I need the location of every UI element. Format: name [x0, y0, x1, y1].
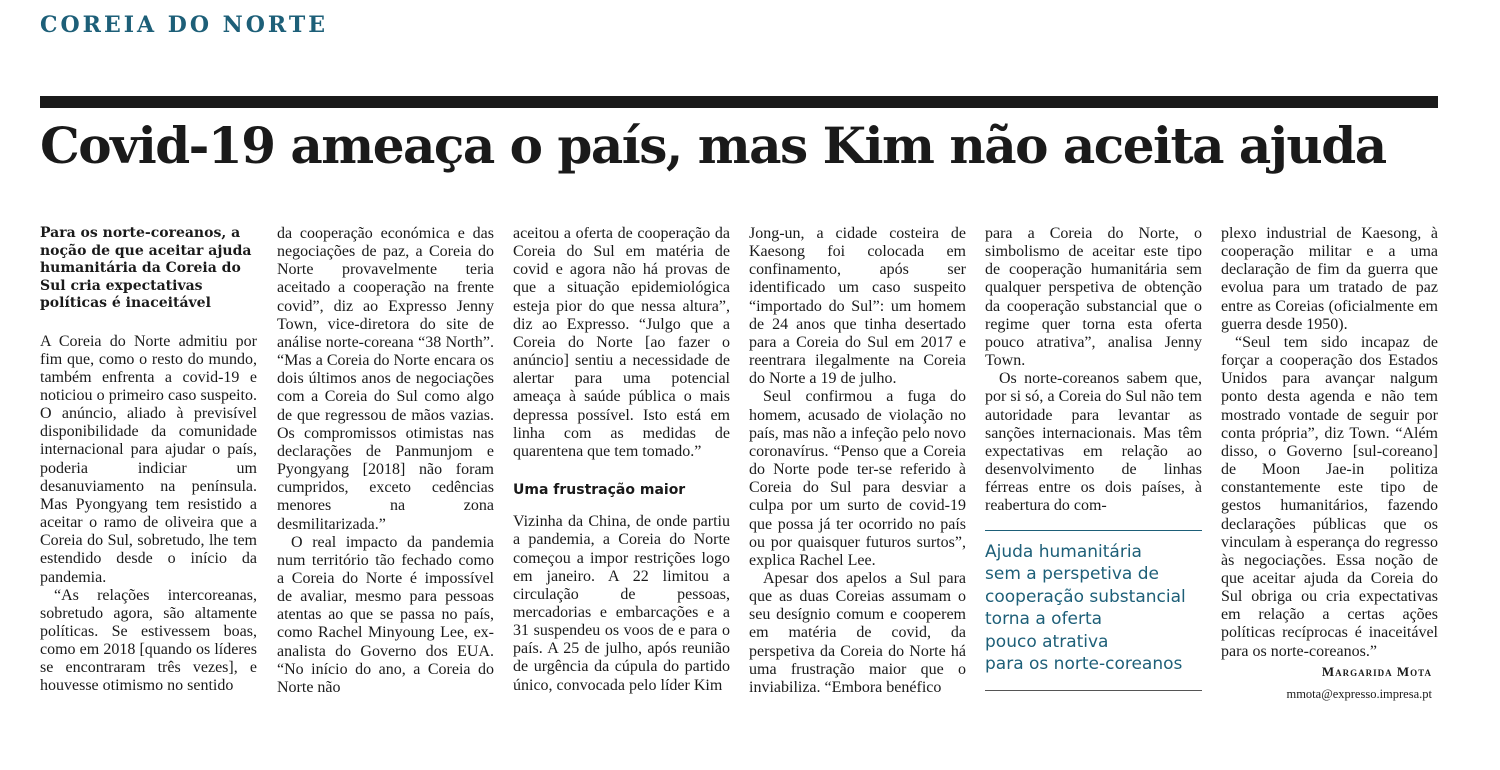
pull-quote — [985, 530, 1202, 691]
article-paragraph: O real impacto da pandemia num território tão fechado como a Coreia do Norte é impossível de avaliar, mesmo para pessoas atentas ao que se passa no país, como Rachel Minyoung Lee, ex-analista do Governo dos EUA. “No início do ano, a Coreia do Norte não — [277, 533, 494, 696]
article-paragraph: Vizinha da China, de onde partiu a pandemia, a Coreia do Norte começou a impor restrições logo em janeiro. A 22 limitou a circulação de pessoas, mercadorias e embarcações e a 31 suspendeu os voos de e para o país. A 25 de julho, após reunião de urgência da cúpula do partido único, convocada pelo líder Kim — [513, 513, 730, 694]
pull-quote-line: sem a perspetiva de — [985, 564, 1159, 584]
author-email[interactable]: mmota@expresso.impresa.pt — [1286, 686, 1432, 701]
article-paragraph: “Seul tem sido incapaz de forçar a cooperação dos Estados Unidos para avançar nalgum ponto desta agenda e não tem mostrado vontade de seguir por conta própria”, diz Town. “Além disso, o Governo [sul-coreano] de Moon Jae-in politiza constantemente este tipo de gestos humanitários, fazendo declarações públicas que os vinculam à esperança do regresso às negociações. Essa noção de que aceitar ajuda da Coreia do Sul obriga ou cria expectativas em relação a certas ações políticas recíprocas é inaceitável para os norte-coreanos.” — [1221, 333, 1438, 660]
article-paragraph: Jong-un, a cidade costeira de Kaesong foi colocada em confinamento, após ser identificado um caso suspeito “importado do Sul”: um homem de 24 anos que tinha desertado para a Coreia do Sul em 2017 e reentrara ilegalmente na Coreia do Norte a 19 de julho. — [749, 225, 966, 388]
article-paragraph: “As relações intercoreanas, sobretudo agora, são altamente políticas. Se estivessem boas, como em 2018 [quando os líderes se encontraram três vezes], e houvesse otimismo no sentido — [40, 586, 257, 695]
author-byline: Margarida Mota — [1321, 663, 1432, 679]
article-paragraph: da cooperação económica e das negociações de paz, a Coreia do Norte provavelmente teria aceitado a cooperação na frente covid”, diz ao Expresso Jenny Town, vice-diretora do site de análise norte-coreana “38 North”. “Mas a Coreia do Norte encara os dois últimos anos de negociações com a Coreia do Sul como algo de que regressou de mãos vazias. Os compromissos otimistas nas declarações de Panmunjom e Pyongyang [2018] não foram cumpridos, exceto cedências menores na zona desmilitarizada.” — [277, 225, 494, 533]
article-paragraph: plexo industrial de Kaesong, à cooperação militar e a uma declaração de fim da guerra que evolua para um tratado de paz entre as Coreias (oficialmente em guerra desde 1950). — [1221, 225, 1438, 333]
lead-paragraph: Para os norte-coreanos, a noção de que aceitar ajuda humanitária da Coreia do Sul cria expectativas políticas é inaceitável — [40, 225, 252, 311]
article-paragraph: para a Coreia do Norte, o simbolismo de aceitar este tipo de cooperação humanitária sem qualquer perspetiva de obtenção da cooperação substancial que o regime quer torna esta oferta pouco atrativa”, analisa Jenny Town. — [985, 225, 1202, 370]
column-1 — [40, 225, 257, 696]
headline: Covid-19 ameaça o país, mas Kim não aceita ajuda — [40, 116, 1386, 175]
section-label: COREIA DO NORTE — [40, 12, 328, 38]
pull-quote-line: cooperação substancial — [985, 586, 1186, 607]
pull-quote-line: Ajuda humanitária — [985, 541, 1142, 562]
article-paragraph: Seul confirmou a fuga do homem, acusado de violação no país, mas não a infeção pelo novo coronavírus. “Penso que a Coreia do Norte pode ter-se referido à Coreia do Sul para desviar a culpa por um surto de covid-19 que possa já ter ocorrido no país ou por quaisquer futuros surtos”, explica Rachel Lee. — [749, 388, 966, 569]
pull-quote-line: torna a oferta — [985, 609, 1103, 629]
header-rule — [40, 96, 1438, 108]
pull-quote-line: pouco atrativa — [985, 631, 1109, 652]
pull-quote-line: para os norte-coreanos — [985, 654, 1183, 674]
article-paragraph: aceitou a oferta de cooperação da Coreia do Sul em matéria de covid e agora não há provas de que a situação epidemiológica esteja pior do que nessa altura”, diz ao Expresso. “Julgo que a Coreia do Norte [ao fazer o anúncio] sentiu a necessidade de alertar para uma potencial ameaça à saúde pública o mais depressa possível. Isto está em linha com as medidas de quarentena que tem tomado.” — [513, 225, 730, 460]
column-5 — [985, 225, 1202, 691]
column-6 — [1221, 225, 1438, 703]
subheading: Uma frustração maior — [513, 482, 686, 499]
article-paragraph: Os norte-coreanos sabem que, por si só, a Coreia do Sul não tem autoridade para levantar as sanções internacionais. Mas têm expectativas em relação ao desenvolvimento de linhas férreas entre os dois países, à reabertura do com- — [985, 370, 1202, 515]
column-2 — [277, 225, 494, 697]
column-4 — [749, 225, 966, 697]
article-paragraph: Apesar dos apelos a Sul para que as duas Coreias assumam o seu desígnio comum e cooperem em matéria de covid, da perspetiva da Coreia do Norte há uma frustração maior que o inviabiliza. “Embora benéfico — [749, 569, 966, 696]
column-3 — [513, 225, 730, 695]
article-paragraph: A Coreia do Norte admitiu por fim que, como o resto do mundo, também enfrenta a covid-19 e noticiou o primeiro caso suspeito. O anúncio, aliado à previsível disponibilidade da comunidade internacional para ajudar o país, poderia indiciar um desanuviamento na península. Mas Pyongyang tem resistido a aceitar o ramo de oliveira que a Coreia do Sul, sobretudo, lhe tem estendido desde o início da pandemia. — [40, 332, 257, 586]
